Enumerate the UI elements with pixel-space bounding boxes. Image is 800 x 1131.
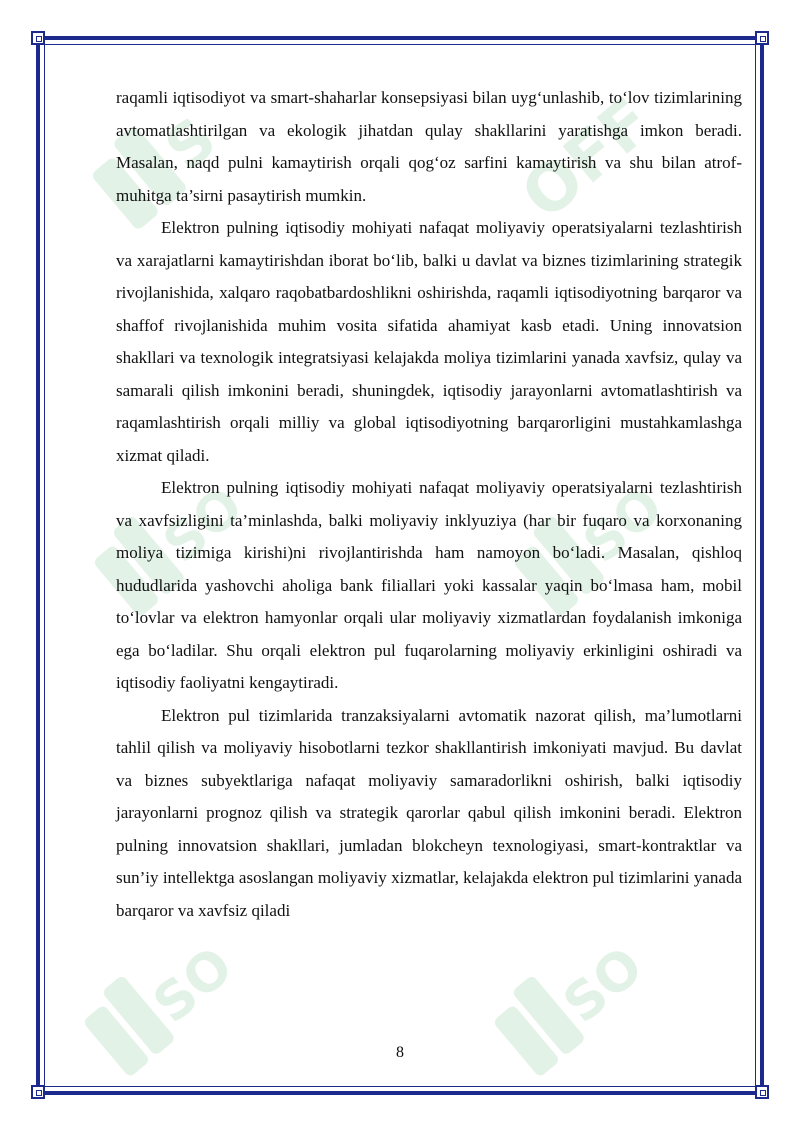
border-corner-ornament	[755, 31, 769, 45]
svg-text:SO: SO	[572, 475, 675, 576]
svg-text:OFF: OFF	[508, 83, 667, 235]
border-corner-ornament	[755, 1085, 769, 1099]
paragraph: Elektron pulning iqtisodiy mohiyati nafaqat moliyaviy operatsiyalarni tezlashtirish va xavfsizligini ta’minlashda, balki moliyaviy inklyuziya (har bir fuqaro va korxonaning moliya tizimiga kirishi)ni rivojlantirishda ham namoyon bo‘ladi. Masalan, qishloq hududlarida yashovchi aholiga bank filiallari yoki kassalar yaqin bo‘lmasa ham, mobil to‘lovlar va elektron hamyonlar orqali ular moliyaviy xizmatlardan foydalanish imkoniga ega bo‘ladilar. Shu orqali elektron pul fuqarolarning moliyaviy erkinligini oshiradi va iqtisodiy faoliyatni kengaytiradi.	[116, 478, 742, 692]
svg-text:SO: SO	[152, 475, 255, 576]
page-number: 8	[396, 1044, 404, 1061]
document-body	[116, 82, 742, 927]
svg-text:SO: SO	[552, 935, 655, 1036]
svg-text:S: S	[152, 103, 229, 184]
paragraph: raqamli iqtisodiyot va smart-shaharlar konsepsiyasi bilan uyg‘unlashib, to‘lov tizimlarining avtomatlashtirilgan va ekologik jihatdan qulay shakllarini yaratishga imkon beradi. Masalan, naqd pulni kamaytirish orqali qog‘oz sarfini kamaytirish va shu bilan atrof-muhitga ta’sirni pasaytirish mumkin.	[116, 88, 742, 205]
paragraph: Elektron pul tizimlarida tranzaksiyalarni avtomatik nazorat qilish, ma’lumotlarni tahlil qilish va moliyaviy hisobotlarni tezkor shakllantirish imkoniyati mavjud. Bu davlat va biznes subyektlariga nafaqat moliyaviy samaradorlikni oshirish, balki iqtisodiy jarayonlarni prognoz qilish va strategik qarorlar qabul qilish imkonini beradi. Elektron pulning innovatsion shakllari, jumladan blokcheyn texnologiyasi, smart-kontraktlar va sun’iy intellektga asoslangan moliyaviy xizmatlar, kelajakda elektron pul tizimlarini yanada barqaror va xavfsiz qiladi	[116, 705, 742, 920]
border-corner-ornament	[31, 31, 45, 45]
svg-text:SO: SO	[142, 935, 245, 1036]
border-corner-ornament	[31, 1085, 45, 1099]
paragraph: Elektron pulning iqtisodiy mohiyati nafaqat moliyaviy operatsiyalarni tezlashtirish va xarajatlarni kamaytirishdan iborat bo‘lib, balki u davlat va biznes tizimlarining strategik rivojlanishida, xalqaro raqobatbardoshlikni oshirishda, raqamli iqtisodiyotning barqaror va shaffof rivojlanishida muhim vosita sifatida ahamiyat kasb etadi. Uning innovatsion shakllari va texnologik integratsiyasi kelajakda moliya tizimlarini yanada xavfsiz, qulay va samarali qilish imkonini beradi, shuningdek, iqtisodiy jarayonlarni avtomatlashtirish va raqamlashtirish orqali milliy va global iqtisodiyotning barqarorligini mustahkamlashga xizmat qiladi.	[116, 218, 742, 465]
